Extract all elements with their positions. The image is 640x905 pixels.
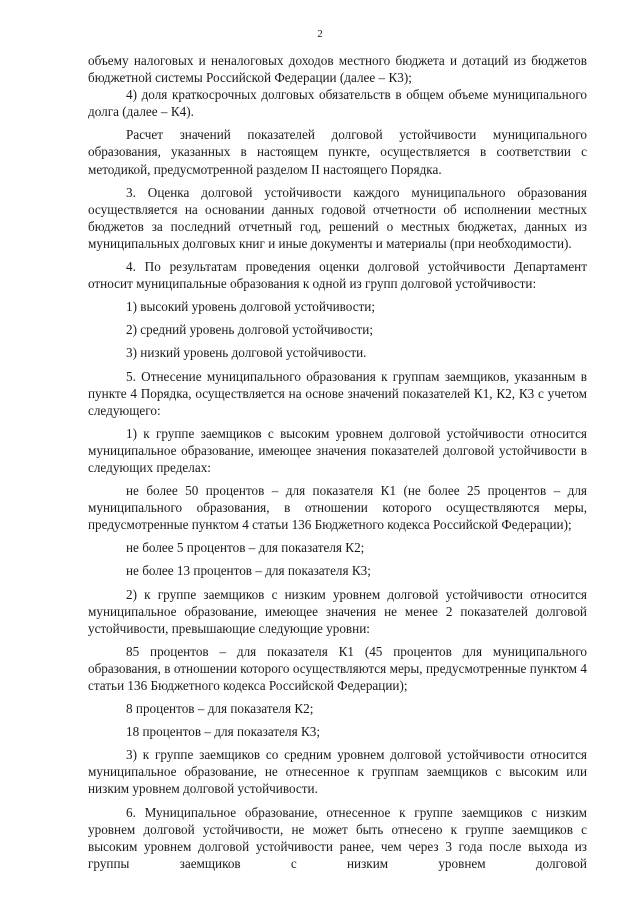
list-item-low-level: 3) низкий уровень долговой устойчивости. [126, 345, 367, 361]
paragraph-k4-definition: 4) доля краткосрочных долговых обязательств в общем объеме муниципального долга (далее – К4). [88, 87, 587, 120]
paragraph-low-group-criteria: 2) к группе заемщиков с низким уровнем долговой устойчивости относится муниципальное образование, имеющее значения не менее 2 показателей долговой устойчивости, превышающие следующие уровни: [88, 586, 587, 636]
paragraph-5-assignment-rules: 5. Отнесение муниципального образования к группам заемщиков, указанным в пункте 4 Порядка, осуществляется на основе значений показателей К1, К2, К3 с учетом следующего: [88, 368, 587, 418]
page-number: 2 [317, 28, 323, 40]
paragraph-continuation-k3: объему налоговых и неналоговых доходов местного бюджета и дотаций из бюджетов бюджетной системы Российской Федерации (далее – К3); [88, 53, 587, 86]
paragraph-4-groups-intro: 4. По результатам проведения оценки долговой устойчивости Департамент относит муниципальные образования к одной из групп долговой устойчивости: [88, 259, 587, 292]
paragraph-calculation-method: Расчет значений показателей долговой устойчивости муниципального образования, указанных в настоящем пункте, осуществляется в соответствии с методикой, предусмотренной разделом II настоящего Порядка. [88, 127, 587, 177]
criterion-k1-high: не более 50 процентов – для показателя К1 (не более 25 процентов – для муниципального образования, в отношении которого осуществляются меры, предусмотренные пунктом 4 статьи 136 Бюджетного кодекса Российской Федерации); [88, 483, 587, 533]
list-item-medium-level: 2) средний уровень долговой устойчивости; [126, 322, 373, 338]
criterion-k1-low: 85 процентов – для показателя К1 (45 процентов для муниципального образования, в отношении которого осуществляются меры, предусмотренные пунктом 4 статьи 136 Бюджетного кодекса Российской Федерации); [88, 643, 587, 693]
criterion-k2-high: не более 5 процентов – для показателя К2; [126, 540, 365, 556]
list-item-high-level: 1) высокий уровень долговой устойчивости; [126, 299, 376, 315]
paragraph-3-assessment-basis: 3. Оценка долговой устойчивости каждого муниципального образования осуществляется на основании данных годовой отчетности об исполнении местных бюджетов за последний отчетный год, решений о местных бюджетах, данных из муниципальных долговых книг и иные документы и материалы (при необходимости). [88, 184, 587, 251]
criterion-k2-low: 8 процентов – для показателя К2; [126, 701, 314, 717]
criterion-k3-low: 18 процентов – для показателя К3; [126, 724, 320, 740]
paragraph-high-group-criteria: 1) к группе заемщиков с высоким уровнем долговой устойчивости относится муниципальное образование, имеющее значения показателей долговой устойчивости в следующих пределах: [88, 425, 587, 475]
document-body [88, 52, 587, 872]
paragraph-6-reassignment: 6. Муниципальное образование, отнесенное к группе заемщиков с низким уровнем долговой устойчивости, не может быть отнесено к группе заемщиков с высоким уровнем долговой устойчивости ранее, чем через 3 года после выхода из группы заемщиков с низким уровнем долговой [88, 804, 587, 871]
criterion-k3-high: не более 13 процентов – для показателя К3; [126, 563, 371, 579]
paragraph-medium-group: 3) к группе заемщиков со средним уровнем долговой устойчивости относится муниципальное образование, не отнесенное к группам заемщиков с высоким или низким уровнем долговой устойчивости. [88, 747, 587, 797]
